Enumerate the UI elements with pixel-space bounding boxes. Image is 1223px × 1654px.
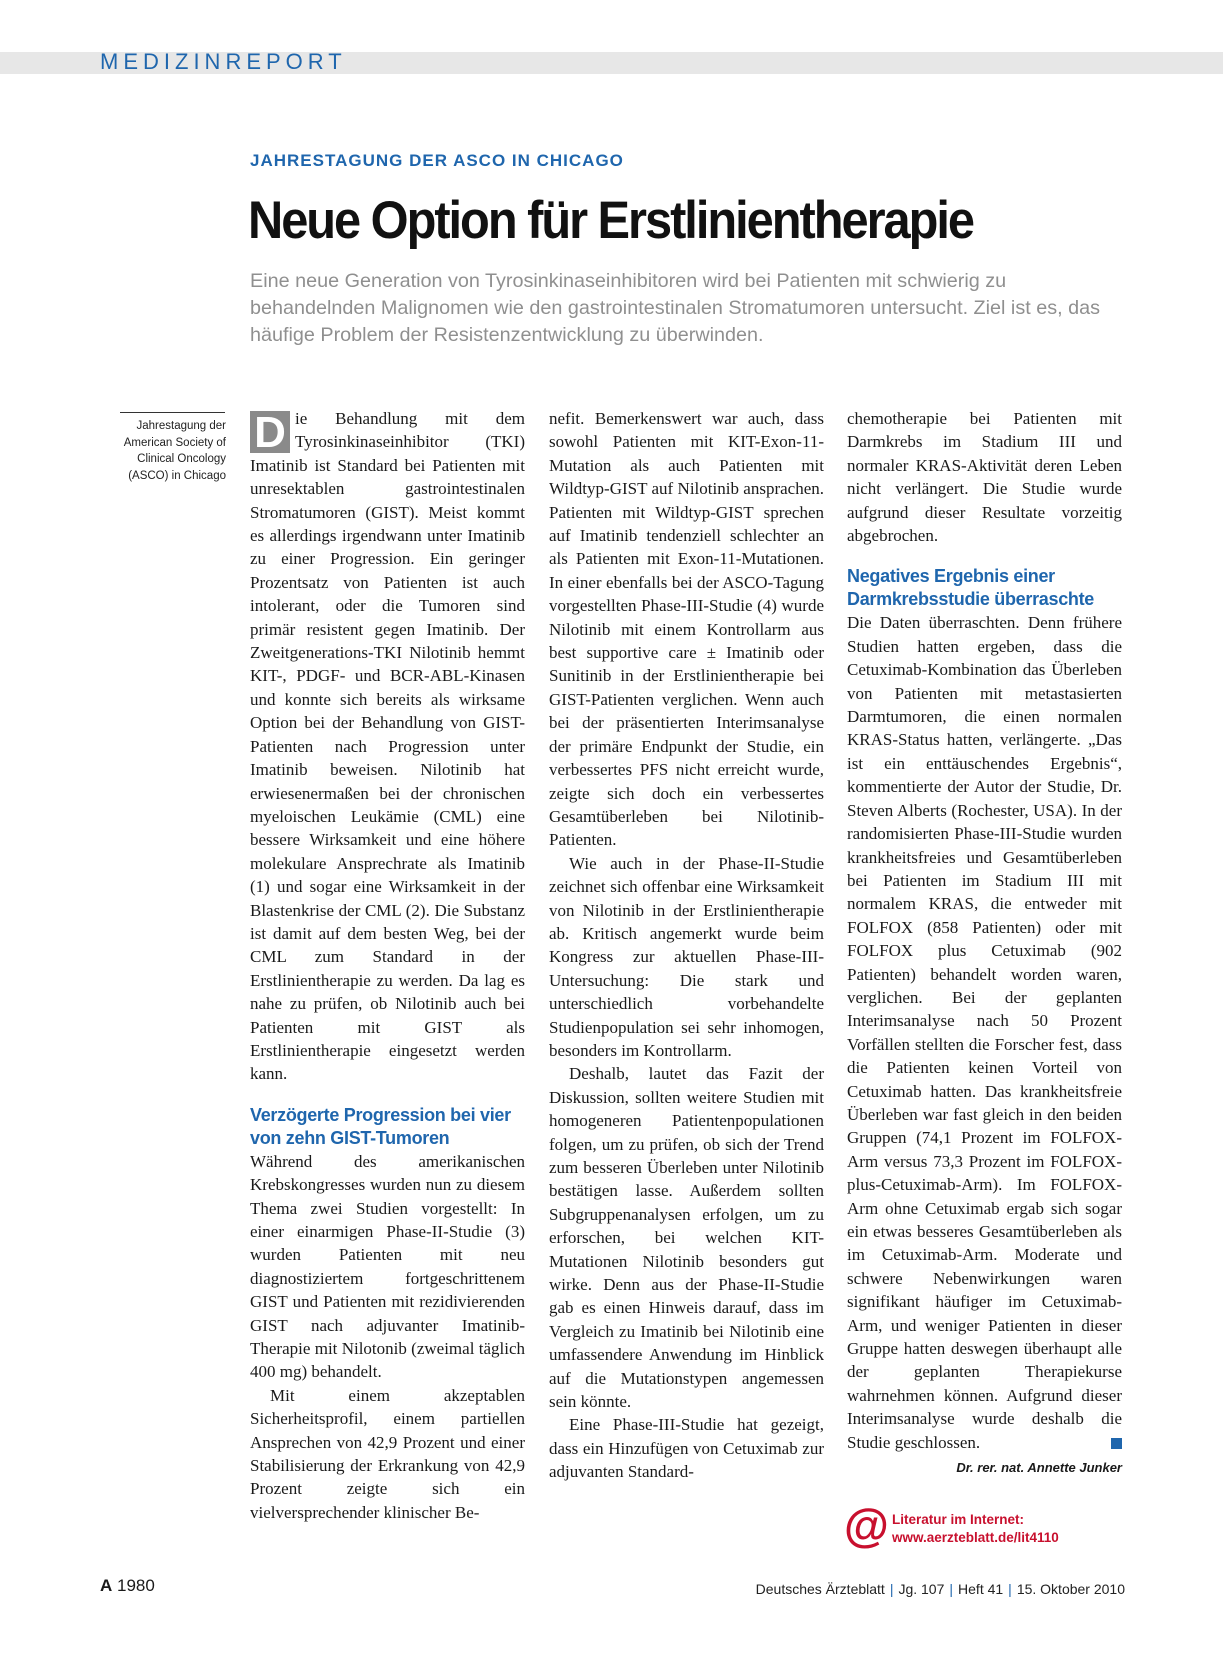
text-column-2: [549, 407, 824, 1484]
footer-separator: |: [889, 1581, 894, 1597]
literature-label: Literatur im Internet:: [892, 1512, 1025, 1527]
article-lead: Eine neue Generation von Tyrosinkinaseinhibitoren wird bei Patienten mit schwierig zu behandelnden Malignomen wie den gastrointestinalen Stromatumoren untersucht. Ziel ist es, das häufige Problem der Resistenzentwicklung zu überwinden.: [250, 270, 1100, 346]
paragraph-safety-continued: nefit. Bemerkenswert war auch, dass sowohl Patienten mit KIT-Exon-11-Mutation als auch Patienten mit Wildtyp-GIST auf Nilotinib ansprachen. Patienten mit Wildtyp-GIST sprechen auf Imatinib tendenziell schlechter an als Patienten mit Exon-11-Mutationen. In einer ebenfalls bei der ASCO-Tagung vorgestellten Phase-III-Studie (4) wurde Nilotinib mit einem Kontrollarm aus best supportive care ± Imatinib oder Sunitinib in der Erstlinientherapie bei GIST-Patienten verglichen. Wenn auch bei der präsentierten Interimsanalyse der primäre Endpunkt der Studie, ein verbessertes PFS nicht erreicht wurde, zeigte sich doch ein verbessertes Gesamtüberleben bei Nilotinib-Patienten.: [549, 409, 824, 850]
footer-volume: Jg. 107: [898, 1581, 945, 1597]
paragraph-data: [847, 611, 1122, 1454]
article-kicker: JAHRESTAGUNG DER ASCO IN CHICAGO: [250, 151, 624, 170]
literature-link[interactable]: www.aerzteblatt.de/lit4110: [892, 1530, 1059, 1545]
paragraph-safety: Mit einem akzeptablen Sicherheitsprofil, einem partiellen Ansprechen von 42,9 Prozent und einer Stabilisierung der Erkrankung von 42,9 Prozent zeigte sich ein vielversprechender klinischer Be-: [250, 1385, 525, 1522]
paragraph-cetuximab: Eine Phase-III-Studie hat gezeigt, dass ein Hinzufügen von Cetuximab zur adjuvanten Standard-: [549, 1415, 824, 1482]
paragraph-intro: [250, 407, 525, 1086]
paragraph-intro-text: ie Behandlung mit dem Tyrosinkinaseinhibitor (TKI) Imatinib ist Standard bei Patienten mit unresektablen gastrointestinalen Stromatumoren (GIST). Meist kommt es allerdings irgendwann unter Imatinib zu einer Progression. Ein geringer Prozentsatz von Patienten ist auch intolerant, oder die Tumoren sind primär resistent gegen Imatinib. Der Zweitgenerations-TKI Nilotinib hemmt KIT-, PDGF- und BCR-ABL-Kinasen und konnte sich bereits als wirksame Option bei der Behandlung von GIST-Patienten nach Progression unter Imatinib beweisen. Nilotinib hat erwiesenermaßen bei der chronischen myeloischen Leukämie (CML) eine bessere Wirksamkeit und eine höhere molekulare Ansprechrate als Imatinib (1) und sogar eine Wirksamkeit in der Blastenkrise der CML (2). Die Substanz ist damit auf dem besten Weg, bei der CML zum Standard in der Erstlinientherapie zu werden. Da lag es nahe zu prüfen, ob Nilotinib auch bei Patienten mit GIST als Erstlinientherapie eingesetzt werden kann.: [250, 409, 525, 1084]
at-sign-icon: @: [844, 1499, 889, 1551]
author-byline: Dr. rer. nat. Annette Junker: [956, 1460, 1122, 1476]
article-headline: Neue Option für Erstlinientherapie: [248, 191, 973, 250]
paragraph-cetuximab-continued: chemotherapie bei Patienten mit Darmkrebs im Stadium III und normaler KRAS-Aktivität deren Leben nicht verlängert. Die Studie wurde aufgrund dieser Resultate vorzeitig abgebrochen.: [847, 409, 1122, 546]
paragraph-conclusion: Deshalb, lautet das Fazit der Diskussion, sollten weitere Studien mit homogeneren Patientenpopulationen folgen, um zu prüfen, ob sich der Trend zum besseren Überleben unter Nilotinib bestätigen lasse. Außerdem sollten Subgruppenanalysen erfolgen, um zu erforschen, bei welchen KIT-Mutationen Nilotinib besonders gut wirke. Denn aus der Phase-II-Studie gab es einen Hinweis darauf, dass im Vergleich zu Imatinib bei Nilotinib eine umfassendere Anwendung im Hinblick auf die Mutationstypen angemessen sein könnte.: [549, 1064, 824, 1412]
dropcap: D: [250, 411, 290, 453]
end-mark-icon: [1111, 1438, 1122, 1449]
paragraph-studies: Während des amerikanischen Krebskongresses wurden nun zu diesem Thema zwei Studien vorgestellt: In einer einarmigen Phase-II-Studie (3) wurden Patienten mit neu diagnostiziertem fortgeschrittenem GIST und Patienten mit rezidivierenden GIST nach adjuvanter Imatinib-Therapie mit Nilotonib (zweimal täglich 400 mg) behandelt.: [250, 1151, 525, 1382]
paragraph-data-text: Die Daten überraschten. Denn frühere Studien hatten ergeben, dass die Cetuximab-Kombination das Überleben von Patienten mit metastasierten Darmtumoren, die einen normalen KRAS-Status hatten, verlängerte. „Das ist ein enttäuschendes Ergebnis“, kommentierte der Autor der Studie, Dr. Steven Alberts (Rochester, USA). In der randomisierten Phase-III-Studie wurden krankheitsfreies und Gesamtüberleben bei Patienten im Stadium III mit normalem KRAS, die entweder mit FOLFOX (858 Patienten) oder mit FOLFOX plus Cetuximab (902 Patienten) behandelt worden waren, verglichen. Bei der geplanten Interimsanalyse nach 50 Prozent Vorfällen stellten die Forscher fest, dass die Patienten keinen Vorteil von Cetuximab hatten. Das krankheitsfreie Überleben war fast gleich in den beiden Gruppen (74,1 Prozent im FOLFOX-Arm versus 73,3 Prozent im FOLFOX-plus-Cetuximab-Arm). Im FOLFOX-Arm ohne Cetuximab ergab sich sogar ein etwas besseres Gesamtüberleben als im Cetuximab-Arm. Moderate und schwere Nebenwirkungen waren signifikant häufiger im Cetuximab-Arm, und weniger Patienten in dieser Gruppe hatten deswegen überhaupt alle der geplanten Therapiekurse wahrnehmen können. Aufgrund dieser Interimsanalyse wurde deshalb die Studie geschlossen.: [847, 613, 1122, 1452]
page-number: [100, 1576, 155, 1596]
footer-date: 15. Oktober 2010: [1016, 1581, 1125, 1597]
paragraph-phase2: Wie auch in der Phase-II-Studie zeichnet sich offenbar eine Wirksamkeit von Nilotinib in der Erstlinientherapie ab. Kritisch angemerkt wurde beim Kongress zur aktuellen Phase-III-Untersuchung: Die stark und unterschiedlich vorbehandelte Studienpopulation sei sehr inhomogen, besonders im Kontrollarm.: [549, 853, 824, 1060]
sidenote: Jahrestagung der American Society of Clinical Oncology (ASCO) in Chicago: [123, 420, 226, 482]
footer-separator: |: [1008, 1581, 1012, 1597]
sidenote-rule: [120, 412, 225, 413]
literature-box[interactable]: [844, 1499, 1124, 1554]
section-title: MEDIZINREPORT: [100, 49, 347, 74]
subhead-progression: Verzögerte Progression bei vier von zehn GIST-Tumoren: [250, 1104, 511, 1148]
page-prefix: A: [100, 1576, 113, 1595]
footer-issue: Heft 41: [958, 1581, 1004, 1597]
text-column-3: [847, 407, 1122, 1479]
footer-journal: Deutsches Ärzteblatt: [755, 1581, 885, 1597]
page-number-value: 1980: [117, 1576, 155, 1595]
subhead-colon-study: Negatives Ergebnis einer Darmkrebsstudie überraschte: [847, 566, 1095, 610]
text-column-1: [250, 407, 525, 1524]
footer-separator: |: [949, 1581, 954, 1597]
footer: [756, 1581, 1125, 1597]
